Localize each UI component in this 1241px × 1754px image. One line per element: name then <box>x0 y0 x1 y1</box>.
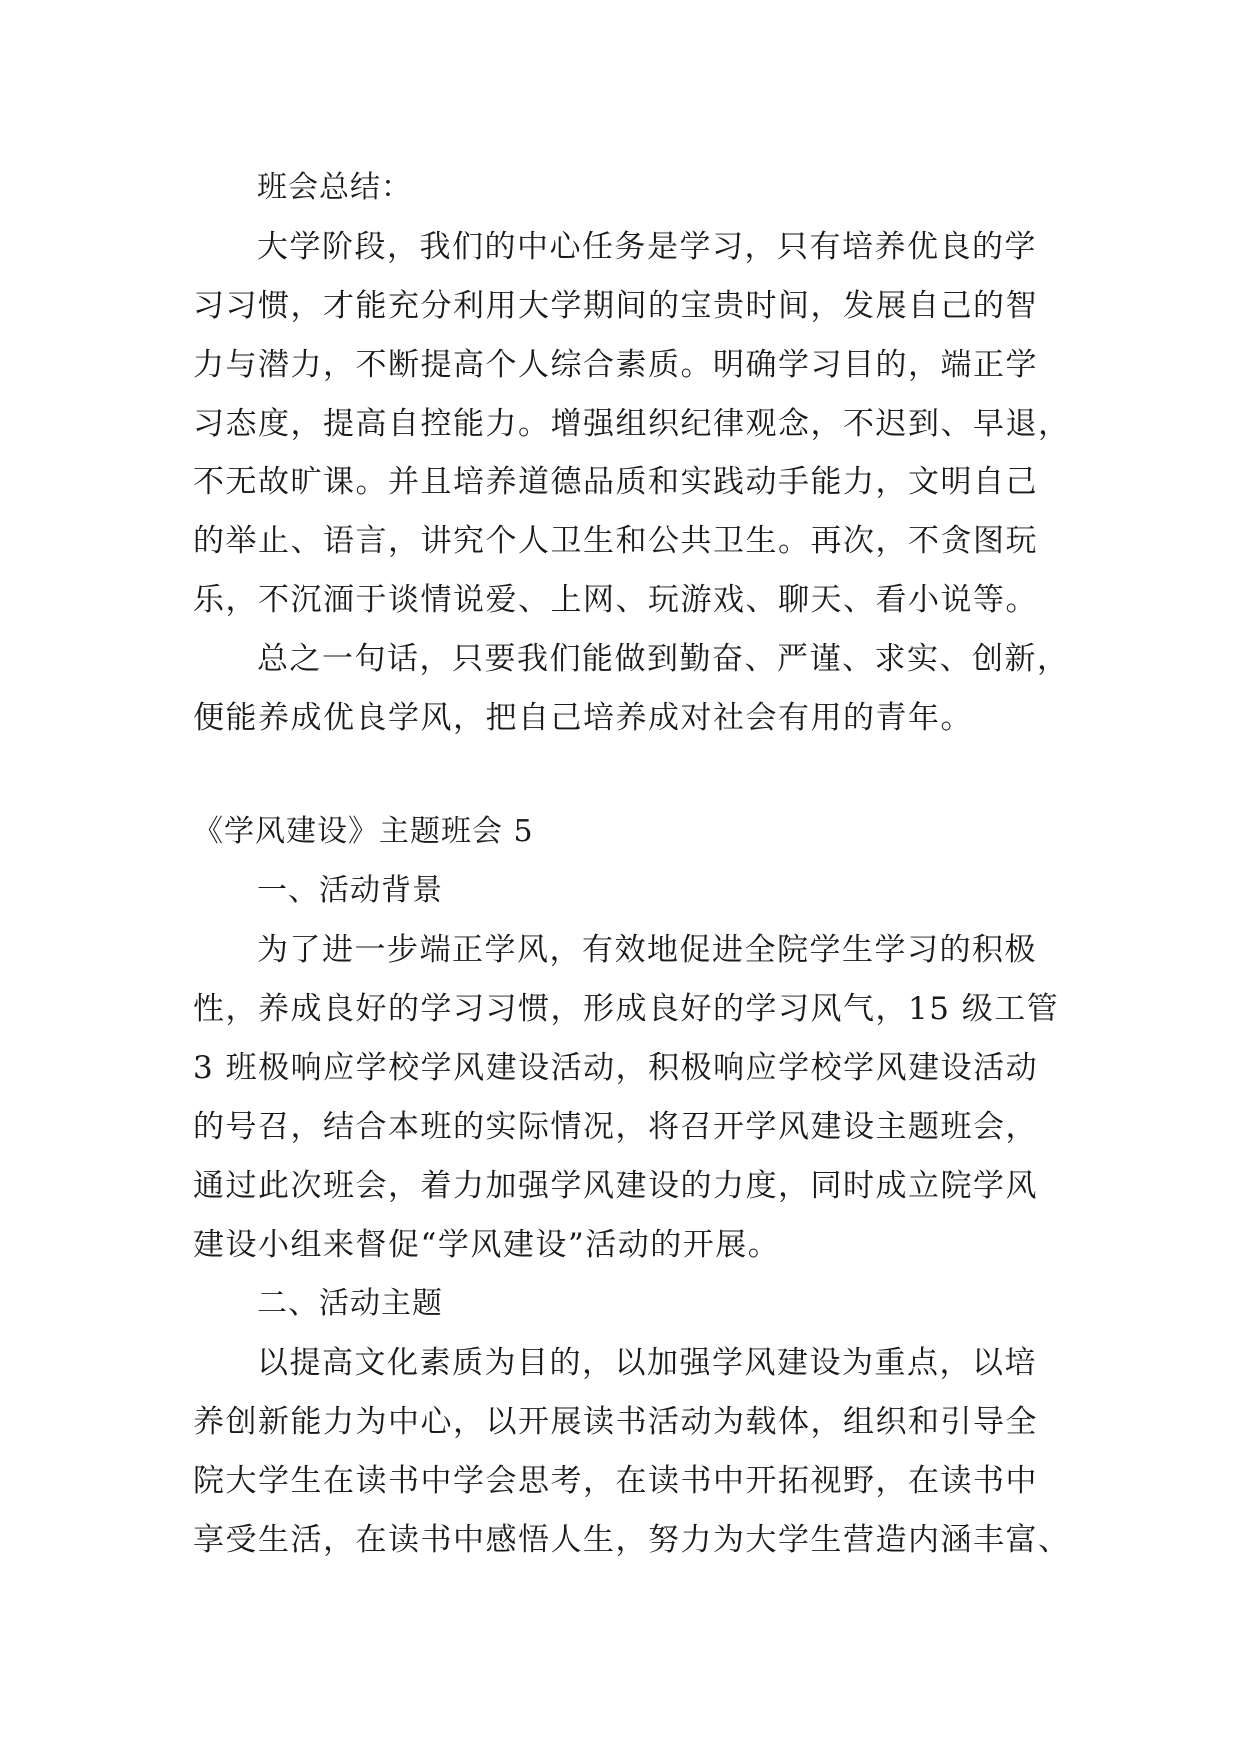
conclusion-paragraph-line: 总之一句话，只要我们能做到勤奋、严谨、求实、创新， <box>257 641 1070 677</box>
summary-paragraph-line: 的举止、语言，讲究个人卫生和公共卫生。再次，不贪图玩 <box>193 523 1038 559</box>
theme-paragraph-line: 以提高文化素质为目的，以加强学风建设为重点，以培 <box>257 1345 1037 1381</box>
activity-theme-heading: 二、活动主题 <box>257 1286 443 1321</box>
summary-paragraph-line: 习态度，提高自控能力。增强组织纪律观念，不迟到、早退， <box>193 406 1071 442</box>
section-title: 《学风建设》主题班会 5 <box>193 814 534 849</box>
background-paragraph-line: 通过此次班会，着力加强学风建设的力度，同时成立院学风 <box>193 1168 1038 1204</box>
background-paragraph-line: 建设小组来督促“学风建设”活动的开展。 <box>193 1227 781 1263</box>
summary-paragraph-line: 不无故旷课。并且培养道德品质和实践动手能力，文明自己 <box>193 464 1038 500</box>
summary-paragraph-line: 乐，不沉湎于谈情说爱、上网、玩游戏、聊天、看小说等。 <box>193 582 1038 618</box>
background-paragraph-line: 的号召，结合本班的实际情况，将召开学风建设主题班会， <box>193 1109 1038 1145</box>
summary-heading: 班会总结： <box>257 170 412 205</box>
theme-paragraph-line: 院大学生在读书中学会思考，在读书中开拓视野，在读书中 <box>193 1463 1038 1499</box>
background-paragraph-line: 性，养成良好的学习习惯，形成良好的学习风气，15 级工管 <box>193 991 1060 1027</box>
summary-paragraph-line: 大学阶段，我们的中心任务是学习，只有培养优良的学 <box>257 229 1037 265</box>
background-paragraph-line: 3 班极响应学校学风建设活动，积极响应学校学风建设活动 <box>193 1050 1039 1086</box>
activity-background-heading: 一、活动背景 <box>257 873 443 908</box>
summary-paragraph-line: 习习惯，才能充分利用大学期间的宝贵时间，发展自己的智 <box>193 288 1038 324</box>
summary-paragraph-line: 力与潜力，不断提高个人综合素质。明确学习目的，端正学 <box>193 347 1038 383</box>
conclusion-paragraph-line: 便能养成优良学风，把自己培养成对社会有用的青年。 <box>193 700 973 736</box>
theme-paragraph-line: 养创新能力为中心，以开展读书活动为载体，组织和引导全 <box>193 1404 1038 1440</box>
theme-paragraph-line: 享受生活，在读书中感悟人生，努力为大学生营造内涵丰富、 <box>193 1522 1071 1558</box>
background-paragraph-line: 为了进一步端正学风，有效地促进全院学生学习的积极 <box>257 932 1037 968</box>
